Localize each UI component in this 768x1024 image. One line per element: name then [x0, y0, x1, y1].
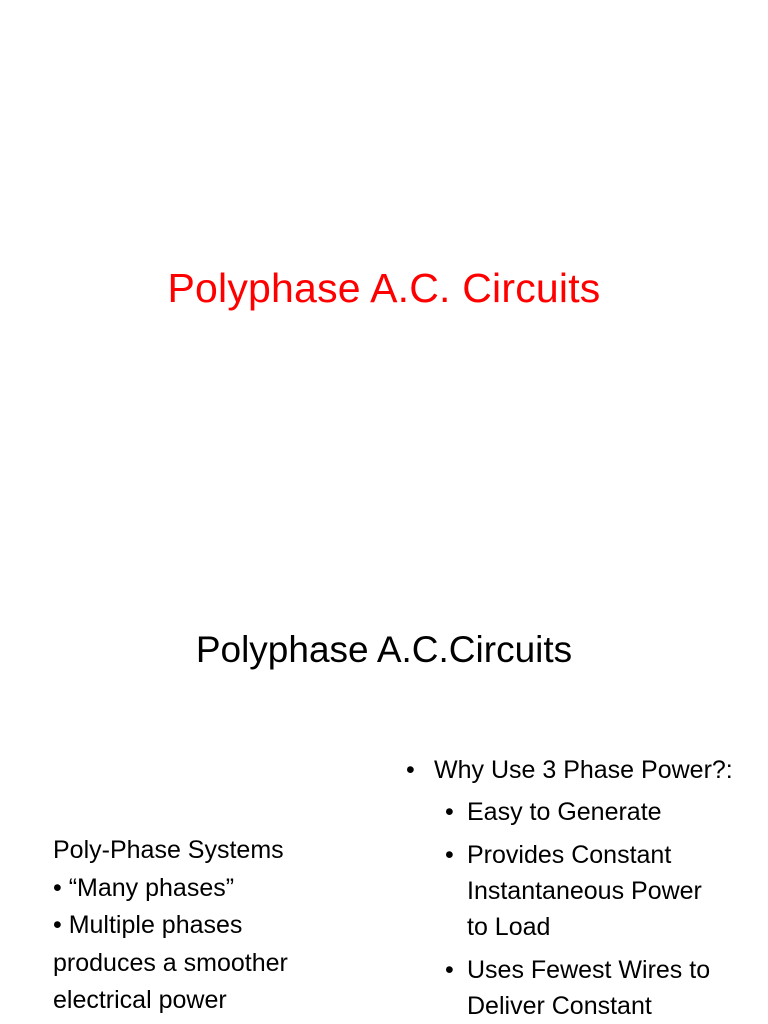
- sub-bullet-text: Instantaneous Power: [467, 877, 702, 905]
- sub-bullet-text: Easy to Generate: [467, 798, 662, 826]
- left-line: produces a smoother: [53, 948, 288, 977]
- slide-2-title: Polyphase A.C.Circuits: [195, 629, 573, 670]
- bullet-dot-icon: •: [445, 841, 454, 869]
- left-line: • Multiple phases: [53, 911, 243, 939]
- slide-2: [0, 576, 768, 1024]
- right-bullet-list: [406, 752, 766, 1024]
- bullet-text: Why Use 3 Phase Power?:: [434, 756, 733, 784]
- left-line: electrical power: [53, 986, 227, 1014]
- sub-bullet-text: to Load: [467, 913, 551, 941]
- sub-bullet-item: [406, 952, 766, 1024]
- left-line: • “Many phases”: [53, 873, 235, 902]
- bullet-dot-icon: •: [445, 798, 454, 826]
- bullet-dot-icon: •: [406, 756, 415, 784]
- left-text-block: [53, 832, 353, 1020]
- sub-bullet-text: Deliver Constant: [467, 992, 652, 1020]
- left-heading: Poly-Phase Systems: [53, 836, 284, 864]
- sub-bullet-item: [406, 794, 766, 830]
- slide-1-title: Polyphase A.C. Circuits: [167, 265, 601, 311]
- sub-bullet-text: Uses Fewest Wires to: [467, 956, 711, 984]
- bullet-dot-icon: •: [445, 956, 454, 984]
- sub-bullet-text: Provides Constant: [467, 841, 672, 869]
- sub-bullet-item: [406, 837, 766, 945]
- bullet-item-question: [406, 752, 766, 788]
